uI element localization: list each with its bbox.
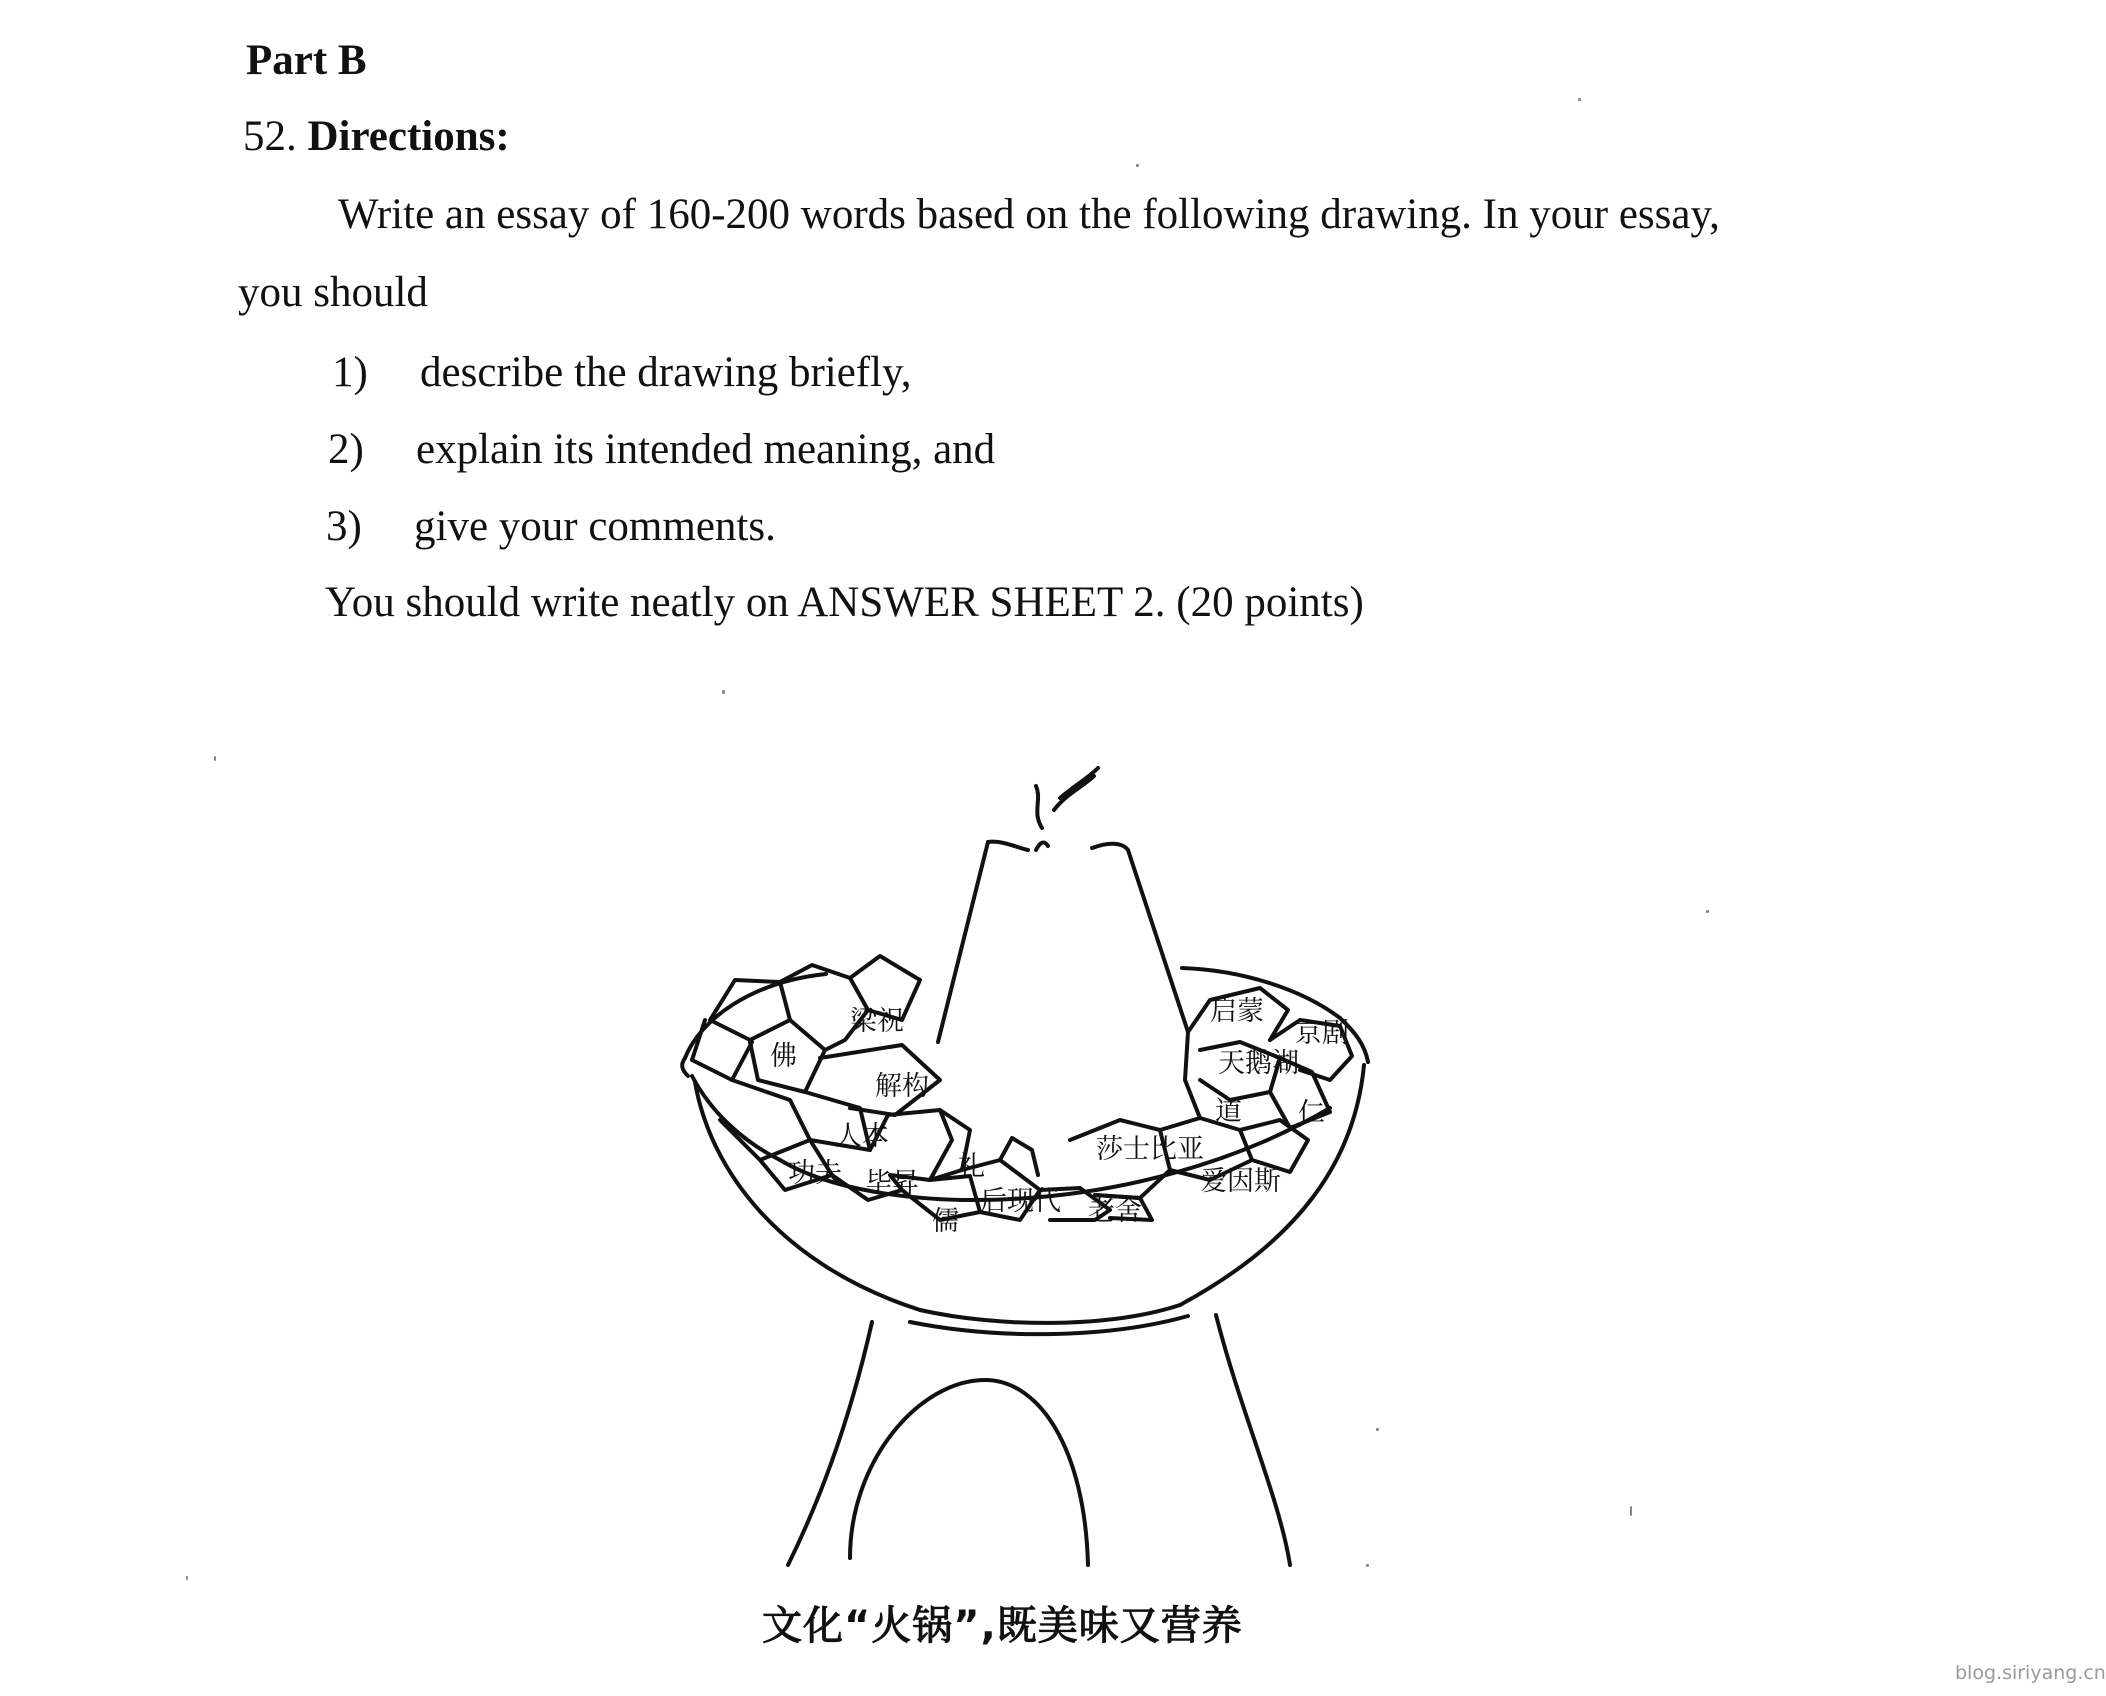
chimney-top bbox=[1036, 843, 1048, 850]
bowl-rim bbox=[685, 974, 826, 1058]
list-item-number: 1) bbox=[332, 349, 368, 396]
bowl-rim bbox=[682, 1058, 688, 1076]
label-laoshe: 老舍 bbox=[1088, 1196, 1142, 1227]
scan-speck bbox=[1376, 1428, 1379, 1431]
scan-speck bbox=[214, 756, 216, 761]
scan-speck bbox=[722, 690, 725, 694]
label-bijia: 毕昇 bbox=[865, 1168, 919, 1199]
chimney bbox=[1128, 850, 1188, 1032]
list-item bbox=[328, 425, 995, 474]
hotpot-drawing bbox=[640, 720, 1420, 1600]
question-heading bbox=[243, 112, 510, 161]
label-renben: 人本 bbox=[835, 1121, 889, 1152]
scan-speck bbox=[1630, 1506, 1632, 1516]
answer-sheet-note: You should write neatly on ANSWER SHEET 2. (20 points) bbox=[325, 579, 1364, 626]
label-aiyinsi: 爱因斯 bbox=[1200, 1166, 1281, 1197]
list-item-number: 3) bbox=[326, 503, 362, 550]
bowl-bottom bbox=[920, 1305, 1180, 1323]
steam-line bbox=[1060, 768, 1098, 798]
list-item bbox=[332, 348, 912, 397]
label-dao: 道 bbox=[1215, 1096, 1242, 1127]
steam-line bbox=[1036, 786, 1042, 828]
steam-line bbox=[1054, 776, 1094, 810]
list-item-text: explain its intended meaning, and bbox=[416, 426, 996, 473]
label-qimeng: 启蒙 bbox=[1210, 996, 1264, 1027]
stand bbox=[788, 1322, 872, 1565]
food-piece bbox=[692, 1020, 752, 1080]
scan-speck bbox=[186, 1576, 188, 1580]
part-title: Part B bbox=[246, 37, 367, 84]
label-liangzhu: 梁祝 bbox=[850, 1006, 904, 1037]
list-item-text: give your comments. bbox=[414, 503, 776, 550]
scan-speck bbox=[1136, 164, 1139, 167]
label-houxiandai: 后现代 bbox=[980, 1186, 1061, 1217]
list-item-text: describe the drawing briefly, bbox=[420, 349, 912, 396]
food-piece bbox=[1000, 1138, 1038, 1175]
watermark: blog.siriyang.cn bbox=[1955, 1662, 2106, 1684]
label-ru: 儒 bbox=[932, 1206, 959, 1237]
stand bbox=[1216, 1315, 1290, 1565]
list-item bbox=[326, 502, 776, 551]
food-piece bbox=[1185, 1032, 1200, 1118]
list-item-number: 2) bbox=[328, 426, 364, 473]
scan-speck bbox=[1578, 98, 1581, 101]
scan-speck bbox=[1706, 910, 1709, 913]
directions-heading: Directions: bbox=[307, 113, 510, 160]
stand-arch bbox=[850, 1380, 1088, 1565]
instruction-line-1: Write an essay of 160-200 words based on the following drawing. In your essay, bbox=[338, 191, 1720, 238]
label-jingju: 京剧 bbox=[1295, 1018, 1349, 1049]
drawing-caption: 文化“火锅”,既美味又营养 bbox=[762, 1603, 1243, 1649]
label-ren: 仁 bbox=[1298, 1098, 1325, 1129]
chimney-top bbox=[1092, 844, 1128, 850]
label-shashibiya: 莎士比亚 bbox=[1096, 1134, 1204, 1165]
label-jiegou: 解构 bbox=[875, 1071, 929, 1102]
chimney bbox=[938, 842, 988, 1042]
chimney-top bbox=[988, 842, 1028, 850]
instruction-line-2: you should bbox=[238, 269, 428, 316]
food-piece bbox=[720, 1080, 810, 1160]
scan-speck bbox=[1366, 1564, 1369, 1567]
label-gongfu: 功夫 bbox=[788, 1158, 842, 1189]
label-tianehu: 天鹅湖 bbox=[1218, 1048, 1299, 1079]
label-li: 礼 bbox=[958, 1151, 985, 1182]
question-number: 52. bbox=[243, 113, 297, 160]
label-fo: 佛 bbox=[770, 1041, 797, 1072]
bowl-bottom bbox=[910, 1316, 1188, 1334]
